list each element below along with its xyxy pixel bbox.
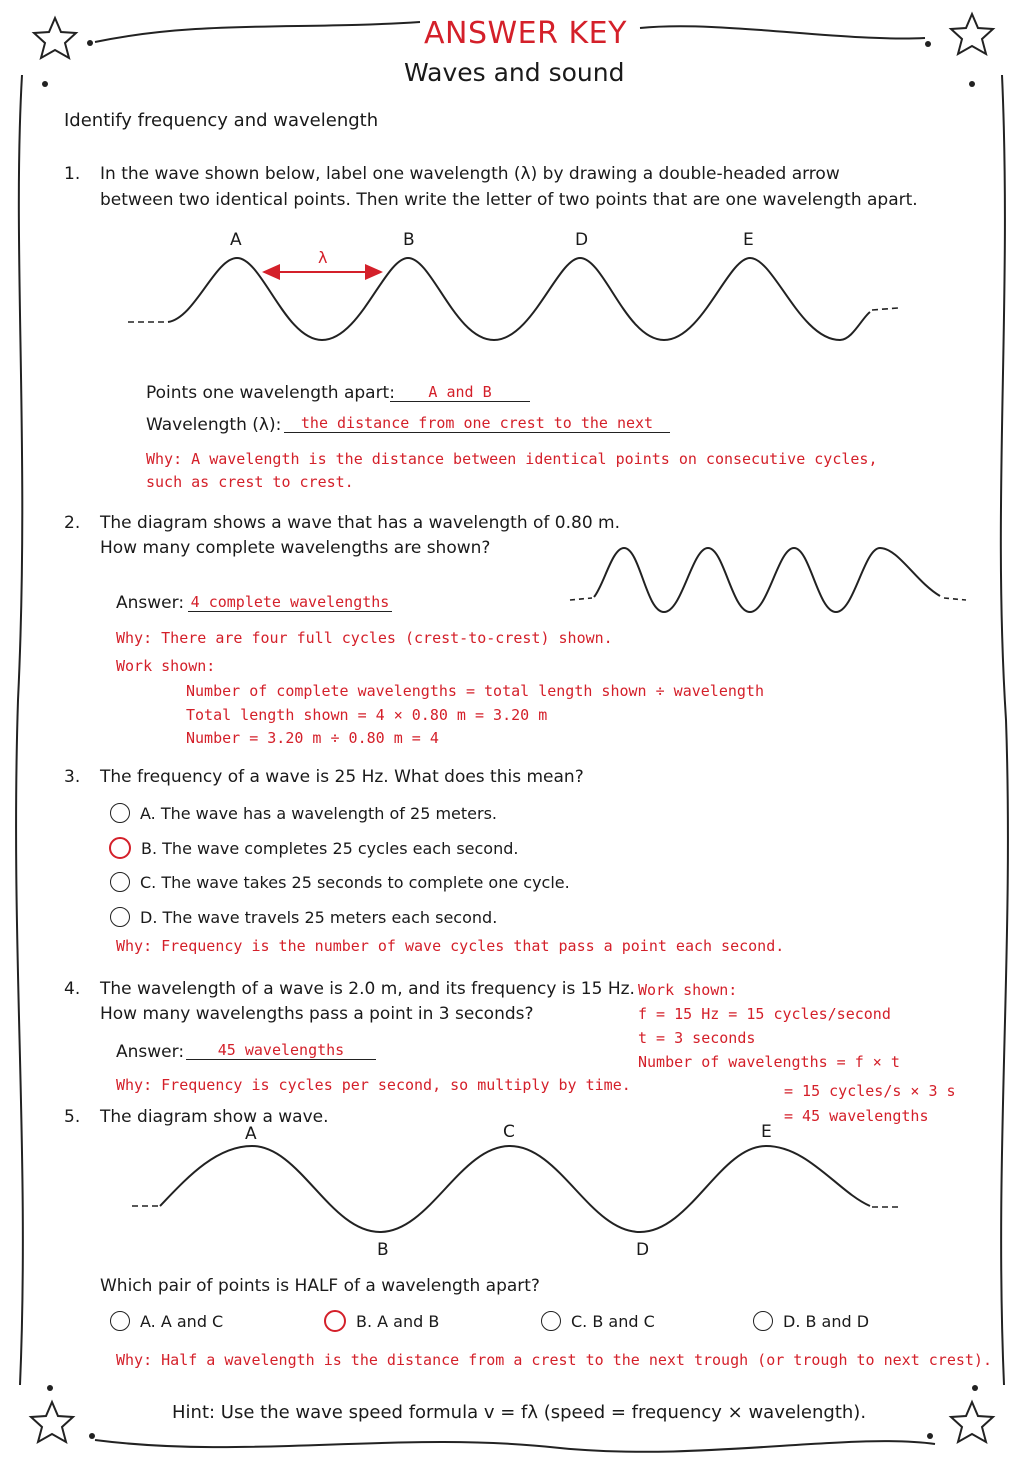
q2-answer: 4 complete wavelengths	[190, 593, 390, 611]
q2-work-line: Number of complete wavelengths = total length shown ÷ wavelength	[186, 682, 764, 700]
q4-work-line: Number of wavelengths = f × t	[638, 1053, 900, 1071]
q5-point-d: D	[636, 1240, 650, 1260]
q5-point-b: B	[377, 1240, 389, 1260]
q2-work-label: Work shown:	[116, 657, 216, 675]
q5-option-c[interactable]	[541, 1311, 655, 1331]
q1-point-e: E	[743, 230, 754, 250]
q2-number: 2.	[64, 513, 81, 533]
q2-text-line2: How many complete wavelengths are shown?	[100, 538, 491, 558]
q2-why: Why: There are four full cycles (crest-to-crest) shown.	[116, 629, 613, 647]
q5-option-d-label: D. B and D	[783, 1311, 870, 1331]
q3-number: 3.	[64, 767, 81, 787]
q1-points-answer: A and B	[428, 383, 492, 401]
q2-work-line: Number = 3.20 m ÷ 0.80 m = 4	[186, 729, 439, 747]
q4-work-line: f = 15 Hz = 15 cycles/second	[638, 1005, 891, 1023]
q2-answer-label: Answer:	[116, 593, 185, 613]
q1-text-line1: In the wave shown below, label one wavelength (λ) by drawing a double-headed arrow	[100, 164, 840, 184]
q4-why: Why: Frequency is cycles per second, so multiply by time.	[116, 1076, 631, 1094]
q5-option-c-label: C. B and C	[571, 1311, 655, 1331]
q5-point-a: A	[245, 1124, 257, 1144]
q2-text-line1: The diagram shows a wave that has a wavelength of 0.80 m.	[100, 513, 621, 533]
q1-wavelength-answer: the distance from one crest to the next	[300, 414, 654, 432]
q4-text-line2: How many wavelengths pass a point in 3 seconds?	[100, 1004, 534, 1024]
q1-points-label: Points one wavelength apart:	[146, 383, 395, 403]
q4-work-label: Work shown:	[638, 981, 738, 999]
q4-work-line: t = 3 seconds	[638, 1029, 756, 1047]
q1-why-line1: Why: A wavelength is the distance between identical points on consecutive cycles,	[146, 450, 878, 468]
q3-option-c-label: C. The wave takes 25 seconds to complete one cycle.	[140, 872, 570, 892]
q5-option-b[interactable]	[324, 1310, 439, 1332]
q5-option-a[interactable]	[110, 1311, 223, 1331]
q5-point-e: E	[761, 1122, 772, 1142]
hint-text: Hint: Use the wave speed formula v = fλ (speed = frequency × wavelength).	[172, 1402, 867, 1423]
q5-option-d[interactable]	[753, 1311, 869, 1331]
page-title: Waves and sound	[404, 58, 625, 87]
section-heading: Identify frequency and wavelength	[64, 110, 379, 131]
q3-option-b-label: B. The wave completes 25 cycles each second.	[141, 838, 519, 858]
q5-point-c: C	[503, 1122, 515, 1142]
q1-point-a: A	[230, 230, 242, 250]
q1-lambda-label: λ	[318, 248, 328, 267]
q4-answer-label: Answer:	[116, 1042, 185, 1062]
q3-option-a-label: A. The wave has a wavelength of 25 meters.	[140, 803, 498, 823]
radio-circle-icon[interactable]	[541, 1311, 561, 1331]
q5-why: Why: Half a wavelength is the distance from a crest to the next trough (or trough to next crest).	[116, 1351, 992, 1369]
q5-option-a-label: A. A and C	[140, 1311, 224, 1331]
q4-answer: 45 wavelengths	[217, 1041, 345, 1059]
q5-option-b-label: B. A and B	[356, 1311, 440, 1331]
q1-number: 1.	[64, 164, 81, 184]
q1-wavelength-label: Wavelength (λ):	[146, 415, 282, 435]
q1-point-d: D	[575, 230, 589, 250]
q1-point-b: B	[403, 230, 415, 250]
q3-option-d-label: D. The wave travels 25 meters each second.	[140, 907, 498, 927]
q4-work-line: = 15 cycles/s × 3 s	[784, 1082, 956, 1100]
q3-why: Why: Frequency is the number of wave cycles that pass a point each second.	[116, 937, 785, 955]
q5-question: The diagram show a wave.	[100, 1107, 329, 1127]
q4-number: 4.	[64, 979, 81, 999]
radio-circle-icon[interactable]	[110, 1311, 130, 1331]
q5-sub-question: Which pair of points is HALF of a wavelength apart?	[100, 1276, 540, 1296]
answer-key-label: ANSWER KEY	[424, 16, 627, 51]
q4-work-line: = 45 wavelengths	[784, 1107, 929, 1125]
q1-text-line2: between two identical points. Then write the letter of two points that are one wavelength apart.	[100, 190, 918, 210]
radio-circle-icon[interactable]	[753, 1311, 773, 1331]
q1-why-line2: such as crest to crest.	[146, 473, 354, 491]
q4-text-line1: The wavelength of a wave is 2.0 m, and its frequency is 15 Hz.	[100, 979, 635, 999]
q5-number: 5.	[64, 1107, 81, 1127]
q3-question: The frequency of a wave is 25 Hz. What does this mean?	[100, 767, 584, 787]
q2-work-line: Total length shown = 4 × 0.80 m = 3.20 m	[186, 706, 548, 724]
radio-circle-selected-icon[interactable]	[324, 1310, 346, 1332]
